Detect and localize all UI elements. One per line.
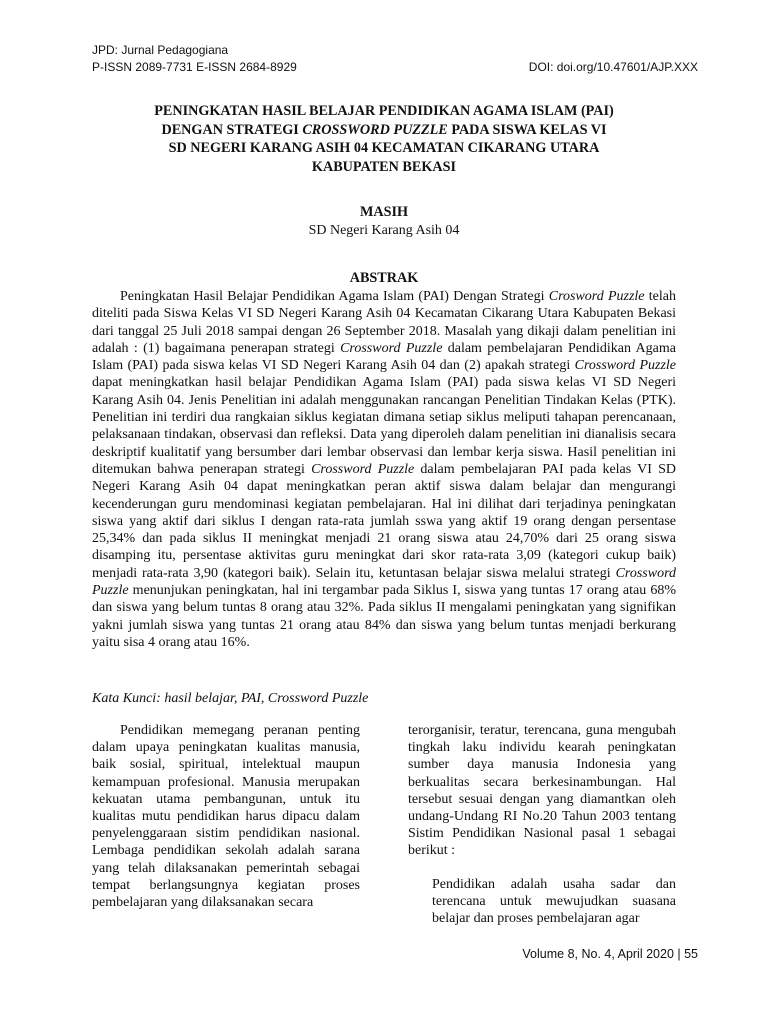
abstract-text: menunjukan peningkatan, hal ini tergambar pada Siklus I, siswa yang tuntas 17 orang atau 68% dan siswa yang belum tuntas 8 orang atau 32%. Pada siklus II mengalami peningkatan yang signifikan yakni jumlah siswa yang tuntas 21 orang atau 84% dan siswa yang belum tuntas menjadi berkurang yaitu sisa 4 orang atau 16%. <box>92 583 676 650</box>
page-footer: Volume 8, No. 4, April 2020 | 55 <box>522 947 698 961</box>
title-line-1: PENINGKATAN HASIL BELAJAR PENDIDIKAN AGAMA ISLAM (PAI) <box>154 103 614 119</box>
title-text: DENGAN STRATEGI <box>161 121 303 138</box>
issn-line: P-ISSN 2089-7731 E-ISSN 2684-8929 <box>92 60 297 74</box>
abstract-paragraph <box>92 288 676 651</box>
author-name: MASIH <box>359 204 409 220</box>
body-column-left: Pendidikan memegang peranan penting dalam upaya peningkatan kualitas manusia, baik sosial, spiritual, intelektual maupun kemampuan profesional. Manusia merupakan kekuatan utama pembangunan, untuk itu kualitas mutu pendidikan harus dipacu dalam penyelenggaraan sistim pendidikan nasional. Lembaga pendidikan sekolah adalah sarana yang telah dilaksanakan pemerintah sebagai tempat berlangsungnya kegiatan proses pembelajaran yang dilaksanakan secara <box>92 723 360 911</box>
abstract-heading: ABSTRAK <box>349 270 419 286</box>
title-line-3: SD NEGERI KARANG ASIH 04 KECAMATAN CIKARANG UTARA <box>168 140 600 156</box>
title-italic-text: CROSSWORD PUZZLE <box>302 121 448 138</box>
abstract-italic-term: Crosword Puzzle <box>548 289 645 304</box>
keywords: Kata Kunci: hasil belajar, PAI, Crossword Puzzle <box>92 691 369 706</box>
abstract-italic-term: Crossword Puzzle <box>574 358 676 374</box>
abstract-text: dalam pembelajaran Pendidikan Agama Islam (PAI) pada siswa kelas VI SD Negeri Karang Asih 04 dan (2) apakah strategi <box>92 340 676 374</box>
title-line-4: KABUPATEN BEKASI <box>311 158 457 175</box>
doi-link[interactable]: DOI: doi.org/10.47601/AJP.XXX <box>528 60 698 74</box>
abstract-italic-term: Crossword Puzzle <box>311 461 415 477</box>
author-affiliation: SD Negeri Karang Asih 04 <box>308 223 460 238</box>
title-text: PADA SISWA KELAS VI <box>447 121 607 138</box>
abstract-text: dapat meningkatkan hasil belajar Pendidikan Agama Islam (PAI) pada siswa kelas VI SD Negeri Karang Asih 04. Jenis Penelitian ini adalah menggunakan rancangan Penelitian Tindakan Kelas (PTK). Penelitian ini terdiri dua rangkaian siklus kegiatan dimana setiap siklus meliputi tahapan perencanaan, pelaksanaan tindakan, observasi dan refleksi. Data yang diperoleh dalam penelitian ini dianalisis secara deskriptif kualitatif yang bersumber dari lembar observasi dan lembar kerja siswa. Hasil penelitian ini ditemukan bahwa penerapan strategi <box>92 375 676 477</box>
abstract-italic-term: Crossword Puzzle <box>92 565 676 599</box>
title-line-2 <box>92 121 676 140</box>
paper-title <box>92 102 676 176</box>
block-quote: Pendidikan adalah usaha sadar dan terencana untuk mewujudkan suasana belajar dan proses pembelajaran agar <box>432 877 676 927</box>
body-column-right: terorganisir, teratur, terencana, guna mengubah tingkah laku individu kearah peningkatan sumber daya manusia Indonesia yang berkualitas secara berkesinambungan. Hal tersebut sesuai dengan yang diamantkan oleh undang-Undang RI No.20 Tahun 2003 tentang Sistim Pendidikan Nasional pasal 1 sebagai berikut : <box>408 723 676 859</box>
abstract-text: telah diteliti pada Siswa Kelas VI SD Negeri Karang Asih 04 Kecamatan Cikarang Utara Kabupaten Bekasi dari tanggal 25 Juli 2018 sampai dengan 26 September 2018. Masalah yang dikaji dalam penelitian ini adalah : (1) bagaimana penerapan strategi <box>92 289 676 356</box>
abstract-text: dalam pembelajaran PAI pada kelas VI SD Negeri Karang Asih 04 dapat meningkatkan peran aktif siswa dalam belajar dan mengurangi kecenderungan guru mendominasi kegiatan pembelajaran. Hal ini dilihat dari terjadinya peningkatan siswa yang aktif dari siklus I dengan rata-rata jumlah sswa yang aktif 19 orang dengan persentase 25,34% dan pada siklus II meningkat menjadi 21 orang siswa atau 24,70% dari 25 orang siswa disamping itu, persentase aktivitas guru meningkat dari skor rata-rata 3,09 (kategori cukup baik) menjadi rata-rata 3,90 (kategori baik). Selain itu, ketuntasan belajar siswa melalui strategi <box>92 461 676 581</box>
abstract-italic-term: Crossword Puzzle <box>340 340 443 356</box>
running-header <box>92 42 297 76</box>
journal-name: JPD: Jurnal Pedagogiana <box>92 43 229 57</box>
abstract-text: Peningkatan Hasil Belajar Pendidikan Agama Islam (PAI) Dengan Strategi <box>120 289 549 304</box>
